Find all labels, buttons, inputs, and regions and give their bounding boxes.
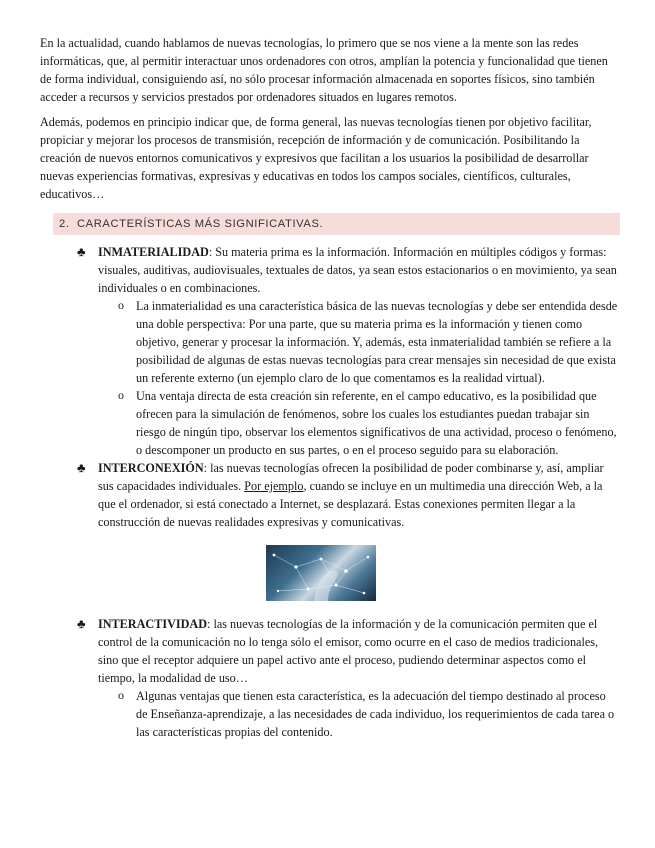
sub-item: [118, 297, 620, 387]
item-term: INMATERIALIDAD: [98, 245, 209, 259]
sub-item: [118, 687, 620, 741]
item-text-continued: , cuando se incluye en un multimedia una dirección Web, a la que el ordenador, si está conectado a Internet, se desplazará. Estas conexiones permiten llegar a la construcción de nuevas realidades expresivas y comunicativas.: [98, 479, 603, 529]
item-term: INTERACTIVIDAD: [98, 617, 208, 631]
item-text: : las nuevas tecnologías ofrecen la posibilidad de poder combinarse y, así, ampliar sus capacidades individuales.: [98, 461, 604, 493]
circle-bullet-icon: o: [118, 298, 124, 312]
sub-item-text: Algunas ventajas que tienen esta característica, es la adecuación del tiempo destinado al proceso de Enseñanza-aprendizaje, a las necesidades de cada individuo, los requerimientos de cada tarea o las características propias del contenido.: [136, 689, 615, 739]
network-illustration: [266, 545, 376, 601]
section-number: 2.: [59, 218, 70, 230]
list-item-interconexion: [77, 459, 620, 531]
sub-item: [118, 387, 620, 459]
circle-bullet-icon: o: [118, 388, 124, 402]
sub-item-text: Una ventaja directa de esta creación sin referente, en el campo educativo, es la posibilidad que ofrecen para la simulación de fenómenos, sobre los cuales los estudiantes puedan trabajar sin riesgo de ningún tipo, observar los elementos significativos de una actividad, proceso o fenómeno, o descomponer un producto en sus partes, o en el proceso seguido para su elaboración.: [136, 389, 617, 457]
list-item-interactividad: [77, 615, 620, 687]
club-bullet-icon: ♣: [77, 244, 86, 259]
item-term: INTERCONEXIÓN: [98, 461, 204, 475]
section-heading: [53, 213, 620, 235]
item-text: : las nuevas tecnologías de la información y de la comunicación permiten que el control de la comunicación no lo tenga sólo el emisor, como ocurre en el caso de medios tradicionales, sino que el receptor adquiere un papel activo ante el proceso, pudiendo determinar aspectos como el tiempo, la modalidad de uso…: [98, 617, 599, 685]
document-page: [40, 34, 620, 741]
club-bullet-icon: ♣: [77, 460, 86, 475]
section-title: CARACTERÍSTICAS MÁS SIGNIFICATIVAS.: [77, 218, 324, 230]
club-bullet-icon: ♣: [77, 616, 86, 631]
list-item-inmaterialidad: [77, 243, 620, 297]
intro-paragraph-1: En la actualidad, cuando hablamos de nuevas tecnologías, lo primero que se nos viene a la mente son las redes informáticas, que, al permitir interactuar unos ordenadores con otros, amplían la potencia y funcionalidad que tienen de forma individual, consiguiendo así, no sólo procesar información almacenada en soportes físicos, sino también acceder a recursos y servicios prestados por ordenadores situados en lugares remotos.: [40, 36, 608, 104]
underlined-phrase: Por ejemplo: [244, 479, 304, 493]
sub-item-text: La inmaterialidad es una característica básica de las nuevas tecnologías y debe ser entendida desde una doble perspectiva: Por una parte, que su materia prima es la información y tienen como objetivo, generar y procesar la información. Y, además, esta inmaterialidad también se refiere a la posibilidad de algunas de estas nuevas tecnologías para crear mensajes sin necesidad de que exista un referente externo (un ejemplo claro de lo que comentamos es la realidad virtual).: [136, 299, 618, 385]
intro-paragraph-2: Además, podemos en principio indicar que, de forma general, las nuevas tecnologías tienen por objetivo facilitar, propiciar y mejorar los procesos de transmisión, recepción de información y de comunicación. Posibilitando la creación de nuevos entornos comunicativos y expresivos que facilitan a los usuarios la posibilidad de desarrollar nuevas experiencias formativas, expresivas y educativas en todos los campos sociales, científicos, culturales, educativos…: [40, 115, 592, 201]
network-hand-image: [266, 545, 376, 601]
circle-bullet-icon: o: [118, 688, 124, 702]
item-text: : Su materia prima es la información. Información en múltiples códigos y formas: visuales, auditivas, audiovisuales, textuales de datos, ya sean estos estacionarios o en movimiento, ya sean individuales o en combinaciones.: [98, 245, 617, 295]
